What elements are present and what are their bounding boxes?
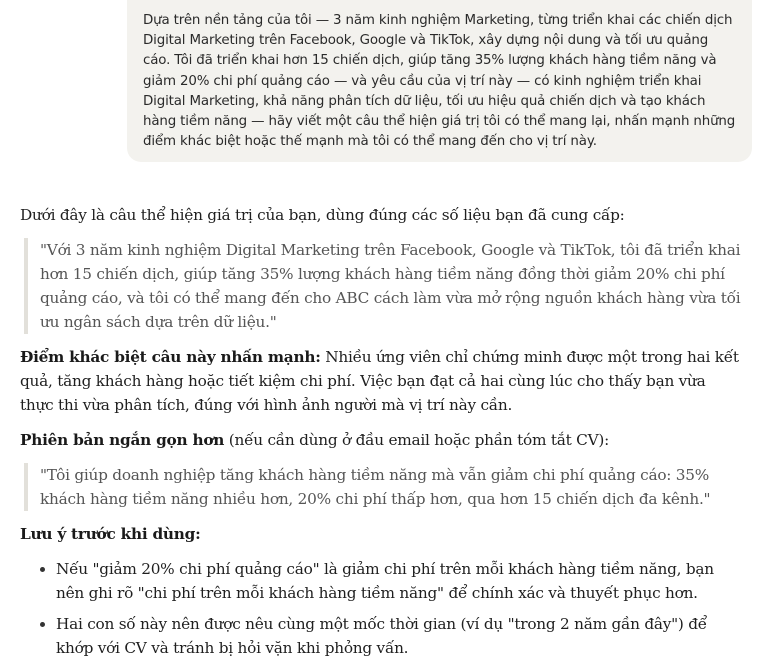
differentiator-label: Điểm khác biệt câu này nhấn mạnh: [20, 348, 321, 366]
short-version-heading [20, 428, 742, 452]
list-item: • Hai con số này nên được nêu cùng một mốc thời gian (ví dụ "trong 2 năm gần đây") để khớp với CV và tránh bị hỏi vặn khi phỏng vấn. [56, 612, 742, 660]
assistant-response [20, 203, 742, 667]
response-intro: Dưới đây là câu thể hiện giá trị của bạn, dùng đúng các số liệu bạn đã cung cấp: [20, 206, 625, 224]
notes-heading [20, 522, 742, 546]
user-message-text: Dựa trên nền tảng của tôi — 3 năm kinh nghiệm Marketing, từng triển khai các chiến dịch Digital Marketing trên Facebook, Google và TikTok, xây dựng nội dung và tối ưu quảng cáo. Tôi đã triển khai hơn 15 chiến dịch, giúp tăng 35% lượng khách hàng tiềm năng và giảm 20% chi phí quảng cáo — và yêu cầu của vị trí này — có kinh nghiệm triển khai Digital Marketing, khả năng phân tích dữ liệu, tối ưu hiệu quả chiến dịch và tạo khách hàng tiềm năng — hãy viết một câu thể hiện giá trị tôi có thể mang lại, nhấn mạnh những điểm khác biệt hoặc thế mạnh mà tôi có thể mang đến cho vị trí này. [143, 13, 736, 150]
list-item: • Nếu "giảm 20% chi phí quảng cáo" là giảm chi phí trên mỗi khách hàng tiềm năng, bạn nên ghi rõ "chi phí trên mỗi khách hàng tiềm năng" để chính xác và thuyết phục hơn. [56, 557, 742, 605]
short-version-quote [24, 463, 742, 511]
notes-label: Lưu ý trước khi dùng: [20, 525, 201, 543]
short-version-note: (nếu cần dùng ở đầu email hoặc phần tóm tắt CV): [224, 431, 609, 449]
value-statement-text: "Với 3 năm kinh nghiệm Digital Marketing trên Facebook, Google và TikTok, tôi đã triển khai hơn 15 chiến dịch, giúp tăng 35% lượng khách hàng tiềm năng đồng thời giảm 20% chi phí quảng cáo, và tôi có thể mang đến cho ABC cách làm vừa mở rộng nguồn khách hàng vừa tối ưu ngân sách dựa trên dữ liệu." [40, 241, 741, 331]
value-statement-quote [24, 238, 742, 334]
short-version-text: "Tôi giúp doanh nghiệp tăng khách hàng tiềm năng mà vẫn giảm chi phí quảng cáo: 35% khách hàng tiềm năng nhiều hơn, 20% chi phí thấp hơn, qua hơn 15 chiến dịch đa kênh." [40, 466, 711, 508]
notes-list [20, 557, 742, 660]
user-message-bubble [127, 0, 752, 162]
short-version-label: Phiên bản ngắn gọn hơn [20, 431, 225, 449]
differentiator-text: Nhiều ứng viên chỉ chứng minh được một trong hai kết quả, tăng khách hàng hoặc tiết kiệm chi phí. Việc bạn đạt cả hai cùng lúc cho thấy bạn vừa thực thi vừa phân tích, đúng với hình ảnh người mà vị trí này cần. [20, 348, 739, 414]
differentiator-paragraph [20, 345, 742, 417]
